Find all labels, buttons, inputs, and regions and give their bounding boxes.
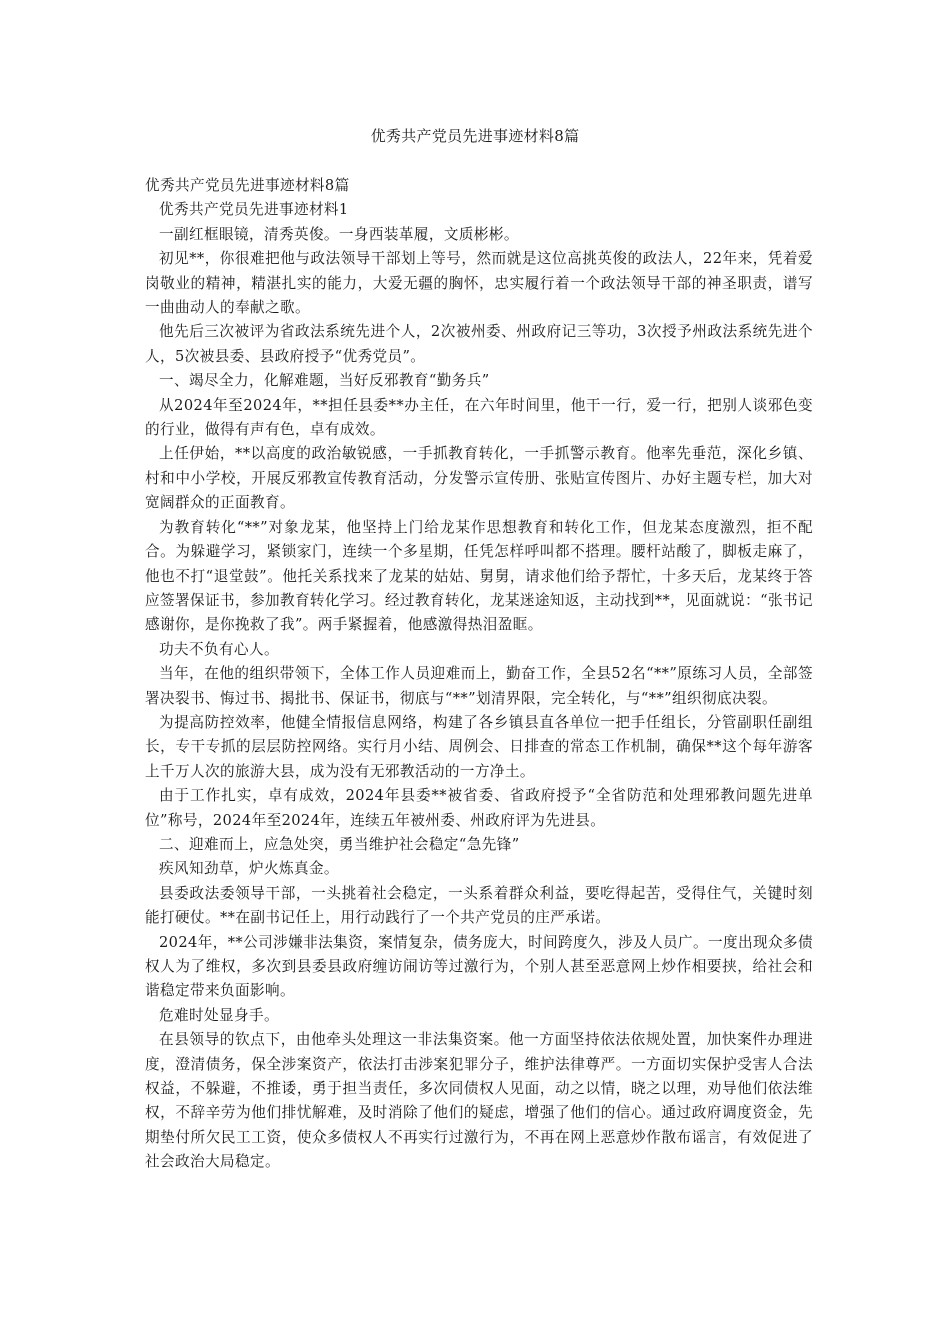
body-paragraph: 上任伊始，**以高度的政治敏锐感，一手抓教育转化，一手抓警示教育。他率先垂范，深化乡镇、村和中小学校，开展反邪教宣传教育活动，分发警示宣传册、张贴宣传图片、办好主题专栏，加大对宽阔群众的正面教育。 [145, 445, 813, 512]
body-paragraph: 二、迎难而上，应急处突，勇当维护社会稳定“急先锋” [159, 835, 520, 853]
body-paragraph: 县委政法委领导干部，一头挑着社会稳定，一头系着群众利益，要吃得起苦，受得住气，关键时刻能打硬仗。**在副书记任上，用行动践行了一个共产党员的庄严承诺。 [145, 884, 813, 927]
page-title: 优秀共产党员先进事迹材料8篇 [370, 127, 580, 145]
body-paragraph: 危难时处显身手。 [159, 1006, 279, 1024]
body-paragraph: 为教育转化“**”对象龙某，他坚持上门给龙某作思想教育和转化工作，但龙某态度激烈，拒不配合。为躲避学习，紧锁家门，连续一个多星期，任凭怎样呼叫都不搭理。腰杆站酸了，脚板走麻了，他也不打“退堂鼓”。他托关系找来了龙某的姑姑、舅舅，请求他们给予帮忙，十多天后，龙某终于答应签署保证书，参加教育转化学习。经过教育转化，龙某迷途知返，主动找到**，见面就说：“张书记感谢你，是你挽救了我”。两手紧握着，他感激得热泪盈眶。 [145, 518, 813, 634]
body-paragraph: 在县领导的钦点下，由他牵头处理这一非法集资案。他一方面坚持依法依规处置，加快案件办理进度，澄清债务，保全涉案资产，依法打击涉案犯罪分子，维护法律尊严。一方面切实保护受害人合法权益，不躲避，不推诿，勇于担当责任，多次同债权人见面，动之以情，晓之以理，劝导他们依法维权，不辞辛劳为他们排忧解难，及时消除了他们的疑虑，增强了他们的信心。通过政府调度资金，先期垫付所欠民工工资，使众多债权人不再实行过激行为，不再在网上恶意炒作散布谣言，有效促进了社会政治大局稳定。 [145, 1031, 813, 1171]
body-paragraph: 2024年，**公司涉嫌非法集资，案情复杂，债务庞大，时间跨度久，涉及人员广。一度出现众多债权人为了维权，多次到县委县政府缠访闹访等过激行为，个别人甚至恶意网上炒作相要挟，给社会和谐稳定带来负面影响。 [145, 933, 813, 1000]
body-paragraph: 当年，在他的组织带领下，全体工作人员迎难而上，勤奋工作，全县52名“**”原练习人员，全部签署决裂书、悔过书、揭批书、保证书，彻底与“**”划清界限，完全转化，与“**”组织彻底决裂。 [145, 665, 813, 707]
body-paragraph: 他先后三次被评为省政法系统先进个人，2次被州委、州政府记三等功，3次授予州政法系统先进个人，5次被县委、县政府授予“优秀党员”。 [145, 323, 813, 365]
document-heading: 优秀共产党员先进事迹材料8篇 [145, 177, 350, 194]
body-paragraph: 疾风知劲草，炉火炼真金。 [159, 860, 339, 878]
body-paragraph: 优秀共产党员先进事迹材料1 [159, 201, 349, 219]
body-paragraph: 由于工作扎实，卓有成效，2024年县委**被省委、省政府授予“全省防范和处理邪教问题先进单位”称号，2024年至2024年，连续五年被州委、州政府评为先进县。 [145, 787, 813, 829]
body-paragraph: 初见**，你很难把他与政法领导干部划上等号，然而就是这位高挑英俊的政法人，22年来，凭着爱岗敬业的精神，精湛扎实的能力，大爱无疆的胸怀，忠实履行着一个政法领导干部的神圣职责，谱写一曲曲动人的奉献之歌。 [145, 250, 813, 317]
body-paragraph: 从2024年至2024年，**担任县委**办主任，在六年时间里，他干一行，爱一行，把别人谈邪色变的行业，做得有声有色，卓有成效。 [145, 396, 813, 439]
body-paragraph: 功夫不负有心人。 [159, 640, 279, 658]
document-body [145, 174, 813, 1175]
body-paragraph: 为提高防控效率，他健全情报信息网络，构建了各乡镇县直各单位一把手任组长，分管副职任副组长，专干专抓的层层防控网络。实行月小结、周例会、日排查的常态工作机制，确保**这个每年游客上千万人次的旅游大县，成为没有无邪教活动的一方净土。 [145, 713, 813, 780]
body-paragraph: 一、竭尽全力，化解难题，当好反邪教育“勤务兵” [159, 372, 490, 390]
body-paragraph: 一副红框眼镜，清秀英俊。一身西装革履，文质彬彬。 [159, 225, 519, 243]
